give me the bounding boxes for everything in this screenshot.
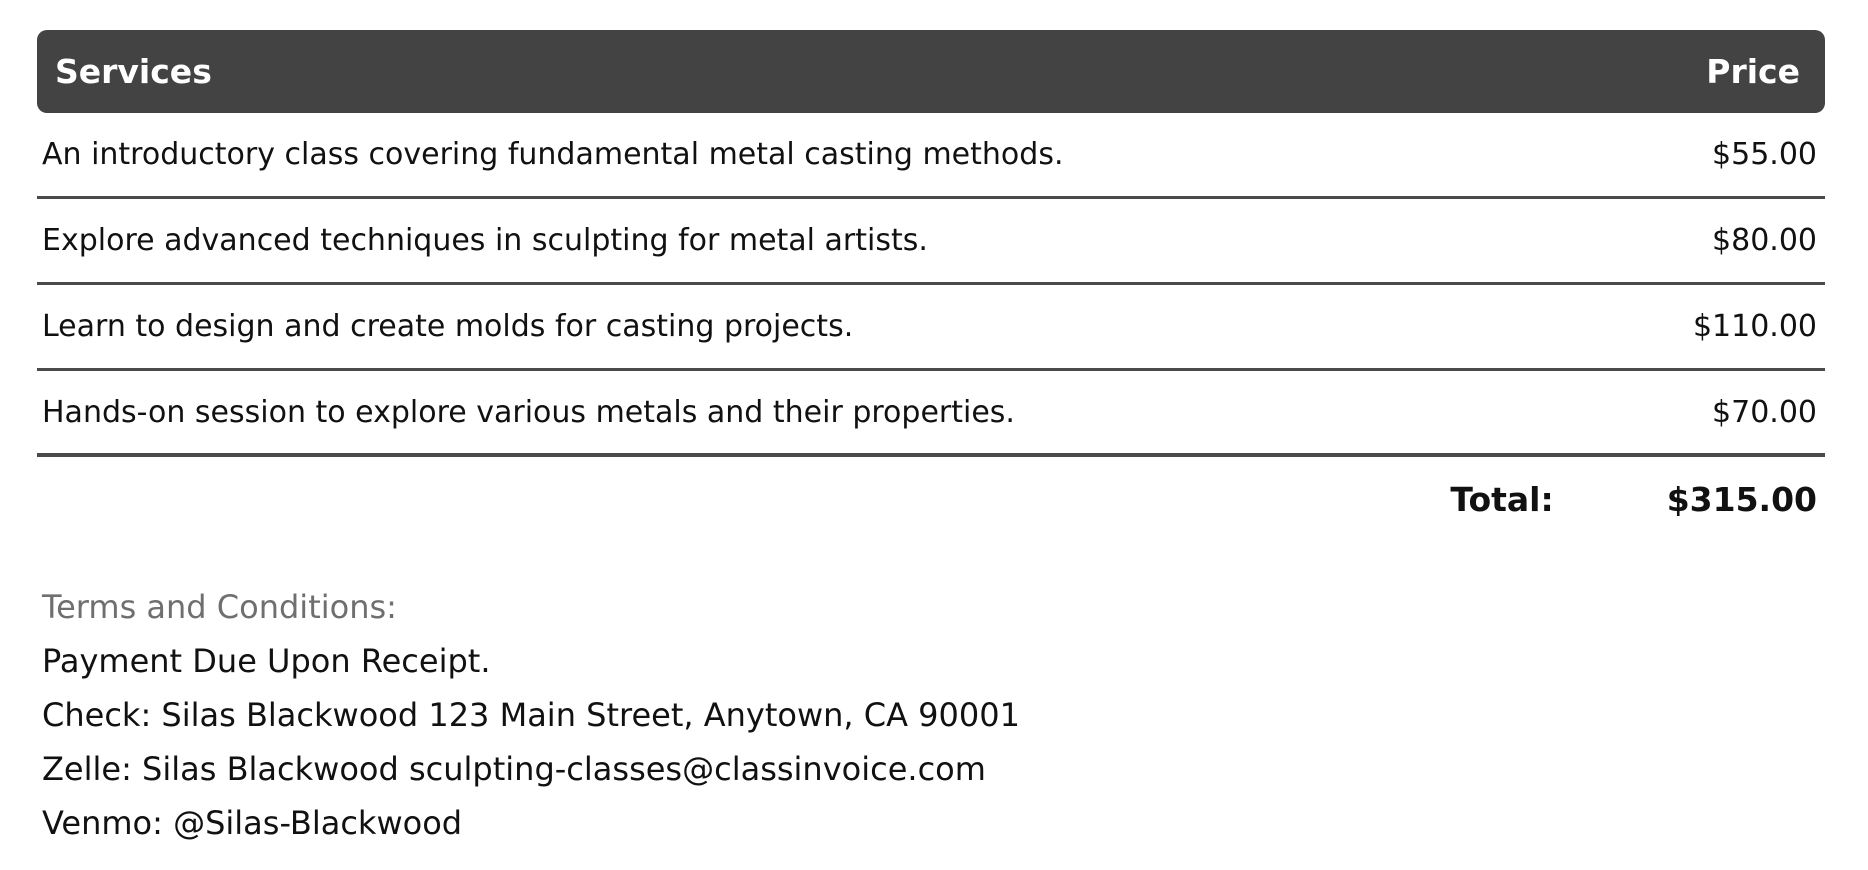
column-header-price: Price	[1706, 52, 1800, 91]
service-price: $80.00	[1712, 223, 1817, 258]
service-price: $110.00	[1692, 309, 1817, 344]
table-header-row	[37, 30, 1825, 113]
table-body	[37, 113, 1825, 457]
total-row	[37, 457, 1825, 542]
terms-heading: Terms and Conditions:	[42, 588, 397, 626]
service-description: Hands-on session to explore various metals and their properties.	[42, 394, 1015, 430]
services-table	[37, 30, 1825, 542]
terms-line: Payment Due Upon Receipt.	[42, 642, 491, 680]
terms-line: Venmo: @Silas-Blackwood	[42, 804, 463, 842]
terms-section	[37, 580, 1825, 850]
terms-line: Zelle: Silas Blackwood sculpting-classes@classinvoice.com	[42, 750, 986, 788]
table-row	[37, 285, 1825, 371]
service-price: $55.00	[1712, 137, 1817, 172]
table-row	[37, 113, 1825, 199]
total-label: Total:	[1450, 480, 1554, 519]
column-header-services: Services	[55, 52, 212, 91]
service-description: Explore advanced techniques in sculpting for metal artists.	[42, 223, 928, 258]
service-price: $70.00	[1712, 394, 1817, 430]
total-value: $315.00	[1666, 480, 1817, 519]
table-row	[37, 371, 1825, 457]
terms-line: Check: Silas Blackwood 123 Main Street, Anytown, CA 90001	[42, 696, 1020, 734]
service-description: Learn to design and create molds for casting projects.	[42, 309, 854, 344]
service-description: An introductory class covering fundamental metal casting methods.	[42, 137, 1064, 172]
table-row	[37, 199, 1825, 285]
terms-lines	[42, 634, 1825, 850]
